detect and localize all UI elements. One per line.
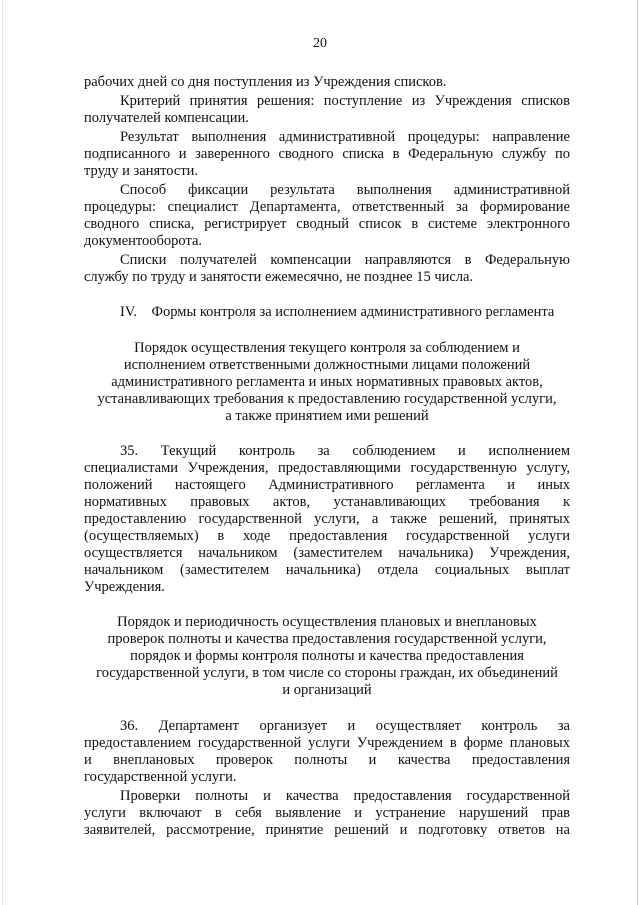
text-line: осуществляется начальником (заместителем начальника) Учреждения, <box>84 545 570 561</box>
text-line: IV. Формы контроля за исполнением административного регламента <box>120 304 555 320</box>
text-line: (осуществляемых) в ходе предоставления государственной услуги <box>84 528 570 544</box>
text-line: рабочих дней со дня поступления из Учреждения списков. <box>84 74 447 90</box>
text-line: услуги включают в себя выявление и устранение нарушений прав <box>84 805 570 821</box>
text-line: заявителей, рассмотрение, принятие решений и подготовку ответов на <box>84 822 570 838</box>
text-line: а также принятием ими решений <box>225 408 429 424</box>
text-line: подписанного и заверенного сводного списка в Федеральную службу по <box>84 146 570 162</box>
text-line: службу по труду и занятости ежемесячно, не позднее 15 числа. <box>84 269 474 285</box>
text-line: устанавливающих требования к предоставлению государственной услуги, <box>97 391 557 407</box>
text-line: государственной услуги, в том числе со стороны граждан, их объединений <box>96 665 558 681</box>
text-line: Критерий принятия решения: поступление из Учреждения списков <box>120 93 570 109</box>
text-line: получателей компенсации. <box>84 110 249 126</box>
text-line: сводного списка, регистрирует сводный список в системе электронного <box>84 216 570 232</box>
text-line: Учреждения. <box>84 579 165 595</box>
text-line: положений настоящего Административного регламента и иных <box>84 477 570 493</box>
text-line: Списки получателей компенсации направляются в Федеральную <box>120 252 570 268</box>
text-line: проверок полноты и качества предоставления государственной услуги, <box>107 631 547 647</box>
text-line: Порядок осуществления текущего контроля за соблюдением и <box>134 340 520 356</box>
text-line: 36. Департамент организует и осуществляет контроль за <box>120 718 570 734</box>
text-line: труду и занятости. <box>84 163 199 179</box>
text-line: Способ фиксации результата выполнения административной <box>120 182 570 198</box>
text-line: и организаций <box>282 682 372 698</box>
page-number: 20 <box>313 36 327 51</box>
scan-edge-left <box>2 0 3 905</box>
text-line: Порядок и периодичность осуществления плановых и внеплановых <box>117 614 537 630</box>
text-line: начальником (заместителем начальника) отдела социальных выплат <box>84 562 570 578</box>
text-line: Результат выполнения административной процедуры: направление <box>120 129 570 145</box>
text-line: 35. Текущий контроль за соблюдением и исполнением <box>120 443 570 459</box>
text-line: Проверки полноты и качества предоставления государственной <box>120 788 570 804</box>
text-line: документооборота. <box>84 233 203 249</box>
text-line: порядок и формы контроля полноты и качества предоставления <box>130 648 524 664</box>
text-line: административного регламента и иных нормативных правовых актов, <box>111 374 543 390</box>
text-line: исполнением ответственными должностными лицами положений <box>123 357 531 373</box>
text-line: предоставлению государственной услуги, а также решений, принятых <box>84 511 570 527</box>
text-line: предоставлением государственной услуги Учреждением в форме плановых <box>84 735 570 751</box>
text-line: и внеплановых проверок полноты и качества предоставления <box>84 752 570 768</box>
text-line: специалистами Учреждения, предоставляющими государственную услугу, <box>84 460 570 476</box>
text-line: процедуры: специалист Департамента, ответственный за формирование <box>84 199 570 215</box>
scan-edge-right <box>637 0 638 905</box>
text-line: государственной услуги. <box>84 769 237 785</box>
text-line: нормативных правовых актов, устанавливающих требования к <box>84 494 570 510</box>
